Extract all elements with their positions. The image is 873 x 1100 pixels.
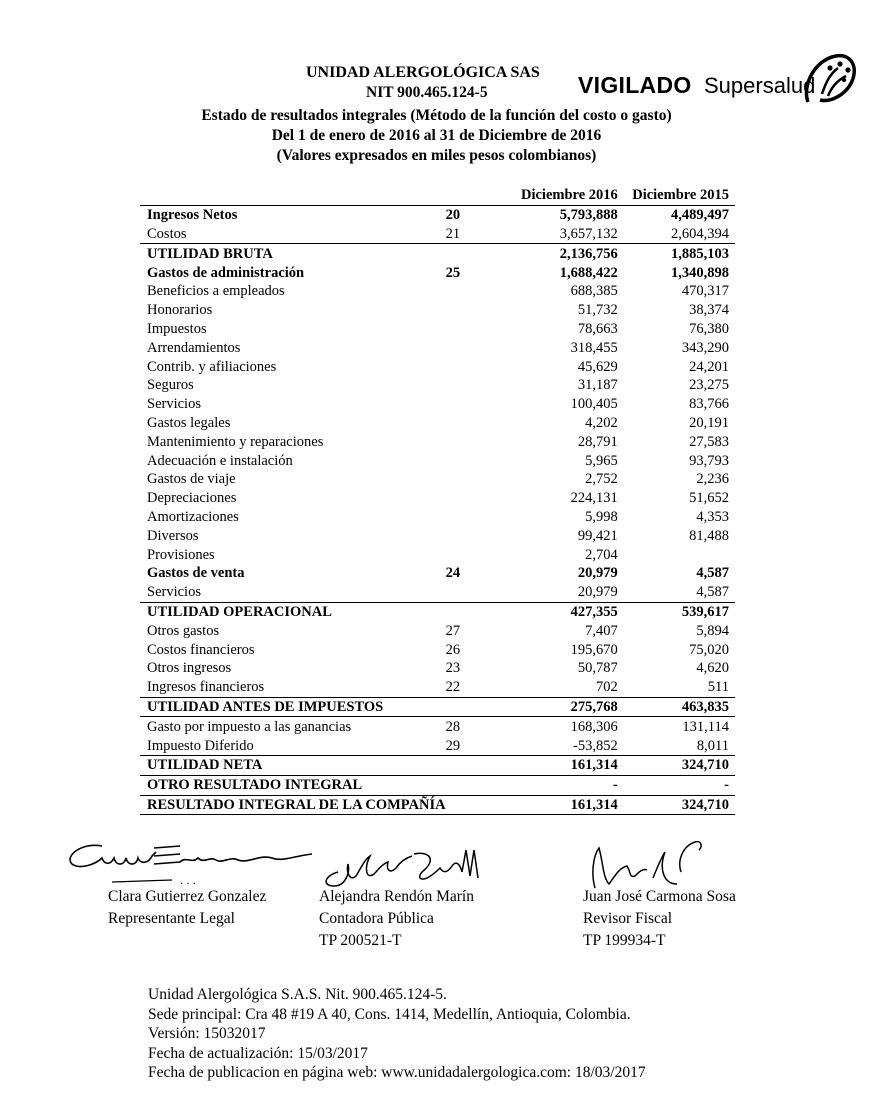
row-label: Mantenimiento y reparaciones	[147, 433, 324, 450]
row-value-2015: 343,290	[681, 339, 729, 356]
table-row	[140, 795, 735, 815]
row-label: Honorarios	[147, 302, 213, 319]
row-label: Ingresos financieros	[147, 679, 265, 696]
signatory-name: Alejandra Rendón Marín	[319, 888, 474, 905]
row-value-2015: 23,275	[689, 377, 729, 394]
table-row	[140, 301, 735, 320]
row-note	[446, 432, 483, 451]
row-value-2016: 45,629	[577, 358, 618, 375]
row-value-2015: 24,201	[689, 358, 729, 375]
row-value-2016: -	[483, 775, 622, 795]
row-value-2016: 3,657,132	[559, 225, 618, 242]
row-value-2015: 2,236	[696, 471, 729, 488]
column-header-2015: Diciembre 2015	[622, 186, 735, 205]
supersalud-swirl-icon	[800, 50, 860, 106]
row-value-2016: 4,202	[585, 414, 618, 431]
row-label: Servicios	[147, 584, 201, 601]
table-row	[140, 659, 735, 678]
row-value-2015: 511	[707, 679, 729, 696]
row-value-2016: 168,306	[483, 717, 622, 736]
row-value-2016: 5,965	[585, 452, 618, 469]
row-label: Arrendamientos	[147, 339, 241, 356]
vigilado-label: VIGILADO	[578, 72, 692, 98]
signatory-name: Clara Gutierrez Gonzalez	[108, 888, 267, 905]
row-note: 28	[446, 717, 483, 736]
table-row	[140, 432, 735, 451]
svg-text:. . .: . . .	[180, 876, 196, 887]
row-value-2016: 2,752	[585, 471, 618, 488]
row-value-2016: 28,791	[577, 433, 618, 450]
row-value-2015: 470,317	[681, 283, 729, 300]
row-note	[446, 526, 483, 545]
row-note: 22	[445, 679, 461, 696]
row-value-2015: 324,710	[622, 755, 735, 775]
row-value-2015: 5,894	[696, 622, 729, 639]
footer-updated-line: Fecha de actualización: 15/03/2017	[148, 1044, 368, 1062]
table-row	[140, 583, 735, 602]
row-value-2015: 4,620	[696, 660, 729, 677]
table-row	[140, 621, 735, 640]
table-row	[140, 564, 735, 583]
row-value-2015: 463,835	[622, 697, 735, 717]
row-label: UTILIDAD OPERACIONAL	[140, 602, 446, 621]
signatory-accountant	[319, 886, 474, 952]
row-value-2016: 195,670	[570, 641, 618, 658]
column-header-2016: Diciembre 2016	[483, 186, 622, 205]
row-value-2015: 8,011	[696, 737, 729, 754]
row-label: Beneficios a empleados	[147, 283, 285, 300]
table-row	[140, 263, 735, 282]
row-value-2016: 224,131	[570, 490, 618, 507]
row-value-2016: -53,852	[573, 737, 618, 754]
row-value-2015: 93,793	[689, 452, 729, 469]
row-value-2015: 2,604,394	[671, 225, 729, 242]
row-note	[446, 489, 483, 508]
row-label: Gastos de administración	[147, 264, 305, 281]
row-note	[446, 357, 483, 376]
signatory-role: Representante Legal	[108, 910, 235, 927]
table-row	[140, 775, 735, 795]
row-value-2015: 4,587	[696, 565, 729, 582]
row-label: Gastos de venta	[147, 565, 245, 582]
row-value-2016: 688,385	[570, 283, 618, 300]
row-note	[446, 583, 483, 602]
row-value-2016: 2,704	[585, 546, 618, 563]
signatory-role: Contadora Pública	[319, 910, 434, 927]
row-value-2015: 131,114	[622, 717, 735, 736]
supersalud-label: Supersalud	[704, 73, 816, 98]
document-footer	[148, 985, 646, 1083]
row-label: Diversos	[147, 527, 199, 544]
row-note	[446, 451, 483, 470]
row-note	[446, 244, 483, 263]
table-row	[140, 414, 735, 433]
table-row	[140, 205, 735, 224]
table-row	[140, 545, 735, 564]
row-note	[446, 508, 483, 527]
table-row	[140, 508, 735, 527]
row-value-2016: 78,663	[577, 320, 618, 337]
row-value-2015: 51,652	[689, 490, 729, 507]
row-value-2016: 51,732	[577, 302, 618, 319]
table-row	[140, 282, 735, 301]
row-value-2016: 20,979	[577, 565, 618, 582]
table-row	[140, 320, 735, 339]
table-row	[140, 640, 735, 659]
row-label: Adecuación e instalación	[147, 452, 293, 469]
table-row	[140, 717, 735, 736]
row-value-2016: 50,787	[577, 660, 618, 677]
row-value-2016: 427,355	[483, 602, 622, 621]
row-note	[446, 755, 483, 775]
statement-period: Del 1 de enero de 2016 al 31 de Diciembre de 2016	[271, 127, 602, 144]
row-value-2016: 161,314	[483, 795, 622, 815]
company-name: UNIDAD ALERGOLÓGICA SAS	[306, 64, 540, 81]
signatory-name: Juan José Carmona Sosa	[583, 888, 736, 905]
row-label: UTILIDAD ANTES DE IMPUESTOS	[140, 697, 446, 717]
table-row	[140, 602, 735, 621]
row-value-2016: 31,187	[577, 377, 618, 394]
row-value-2015: 1,340,898	[671, 264, 729, 281]
row-value-2015: -	[622, 775, 735, 795]
row-label: Contrib. y afiliaciones	[147, 358, 277, 375]
row-note	[446, 301, 483, 320]
row-label: Gastos de viaje	[147, 471, 236, 488]
row-value-2015: 324,710	[622, 795, 735, 815]
footer-version-line: Versión: 15032017	[148, 1025, 266, 1042]
row-value-2015	[622, 545, 735, 564]
table-row	[140, 244, 735, 263]
row-note: 29	[445, 737, 461, 754]
row-note	[446, 470, 483, 489]
signature-alejandra-rendon	[320, 842, 500, 892]
row-note	[446, 414, 483, 433]
table-row	[140, 697, 735, 717]
signatory-fiscal-auditor	[583, 886, 736, 952]
row-value-2015: 75,020	[689, 641, 729, 658]
row-label: UTILIDAD BRUTA	[140, 244, 446, 263]
row-label: Amortizaciones	[147, 508, 239, 525]
table-row	[140, 755, 735, 775]
row-value-2016: 100,405	[570, 396, 618, 413]
row-value-2015: 38,374	[689, 302, 729, 319]
row-value-2016: 275,768	[483, 697, 622, 717]
row-note	[446, 395, 483, 414]
row-label: Gasto por impuesto a las ganancias	[140, 717, 446, 736]
row-label: UTILIDAD NETA	[140, 755, 446, 775]
row-label: Depreciaciones	[147, 490, 237, 507]
signatory-role: Revisor Fiscal	[583, 910, 673, 927]
table-row	[140, 678, 735, 697]
footer-published-line: Fecha de publicacion en página web: www.unidadalergologica.com: 18/03/2017	[148, 1064, 646, 1081]
row-value-2016: 99,421	[577, 527, 618, 544]
signatory-tp: TP 199934-T	[583, 932, 666, 949]
signatory-legal-rep	[108, 886, 266, 930]
row-value-2015: 4,353	[696, 508, 729, 525]
table-row	[140, 376, 735, 395]
row-value-2015: 1,885,103	[622, 244, 735, 263]
row-note: 21	[445, 225, 461, 242]
table-row	[140, 451, 735, 470]
row-label: OTRO RESULTADO INTEGRAL	[140, 775, 446, 795]
row-value-2015: 4,587	[696, 584, 729, 601]
row-note	[446, 282, 483, 301]
row-value-2016: 702	[596, 679, 618, 696]
statement-units: (Valores expresados en miles pesos colombianos)	[276, 147, 597, 164]
row-value-2015: 539,617	[622, 602, 735, 621]
table-row	[140, 526, 735, 545]
company-nit: NIT 900.465.124-5	[366, 84, 488, 101]
footer-address-line: Sede principal: Cra 48 #19 A 40, Cons. 1414, Medellín, Antioquia, Colombia.	[148, 1005, 631, 1023]
table-row	[140, 338, 735, 357]
table-header-row	[140, 186, 735, 205]
row-label: Impuesto Diferido	[147, 737, 254, 754]
table-row	[140, 736, 735, 755]
row-note	[446, 775, 483, 795]
row-value-2016: 161,314	[483, 755, 622, 775]
row-note: 20	[445, 207, 461, 224]
row-value-2016: 20,979	[577, 584, 618, 601]
row-note: 27	[445, 622, 461, 639]
row-label: Servicios	[147, 396, 201, 413]
signatory-tp: TP 200521-T	[319, 932, 402, 949]
row-note	[446, 697, 483, 717]
row-value-2015: 4,489,497	[671, 207, 729, 224]
row-value-2015: 20,191	[689, 414, 729, 431]
row-value-2016: 2,136,756	[483, 244, 622, 263]
row-value-2016: 5,793,888	[559, 207, 618, 224]
table-row	[140, 489, 735, 508]
row-note: 23	[445, 660, 461, 677]
table-row	[140, 470, 735, 489]
row-label: Seguros	[147, 377, 194, 394]
statement-title: Estado de resultados integrales (Método de la función del costo o gasto)	[201, 107, 672, 124]
row-value-2015: 27,583	[689, 433, 729, 450]
row-note	[446, 545, 483, 564]
row-value-2016: 1,688,422	[559, 264, 618, 281]
income-statement-table	[140, 186, 735, 815]
row-label: Impuestos	[147, 320, 207, 337]
row-label: Costos	[147, 225, 187, 242]
row-label: Provisiones	[147, 546, 215, 563]
row-value-2016: 5,998	[585, 508, 618, 525]
row-note: 26	[445, 641, 461, 658]
row-label: Otros gastos	[147, 622, 220, 639]
row-note: 24	[445, 565, 461, 582]
row-note	[446, 376, 483, 395]
row-value-2015: 81,488	[689, 527, 729, 544]
table-row	[140, 225, 735, 244]
row-note	[446, 338, 483, 357]
row-label: Ingresos Netos	[147, 207, 238, 224]
row-value-2016: 7,407	[585, 622, 618, 639]
footer-company-line: Unidad Alergológica S.A.S. Nit. 900.465.124-5.	[148, 986, 447, 1003]
row-label: Costos financieros	[147, 641, 255, 658]
signature-clara-gutierrez	[62, 838, 332, 888]
row-note	[446, 795, 483, 815]
table-row	[140, 395, 735, 414]
row-label: Gastos legales	[147, 414, 231, 431]
row-label: RESULTADO INTEGRAL DE LA COMPAÑÍA	[140, 795, 446, 815]
row-note	[446, 320, 483, 339]
row-value-2015: 83,766	[689, 396, 729, 413]
row-note: 25	[445, 264, 461, 281]
row-value-2016: 318,455	[570, 339, 618, 356]
row-value-2015: 76,380	[689, 320, 729, 337]
table-row	[140, 357, 735, 376]
row-note	[446, 602, 483, 621]
row-label: Otros ingresos	[147, 660, 232, 677]
